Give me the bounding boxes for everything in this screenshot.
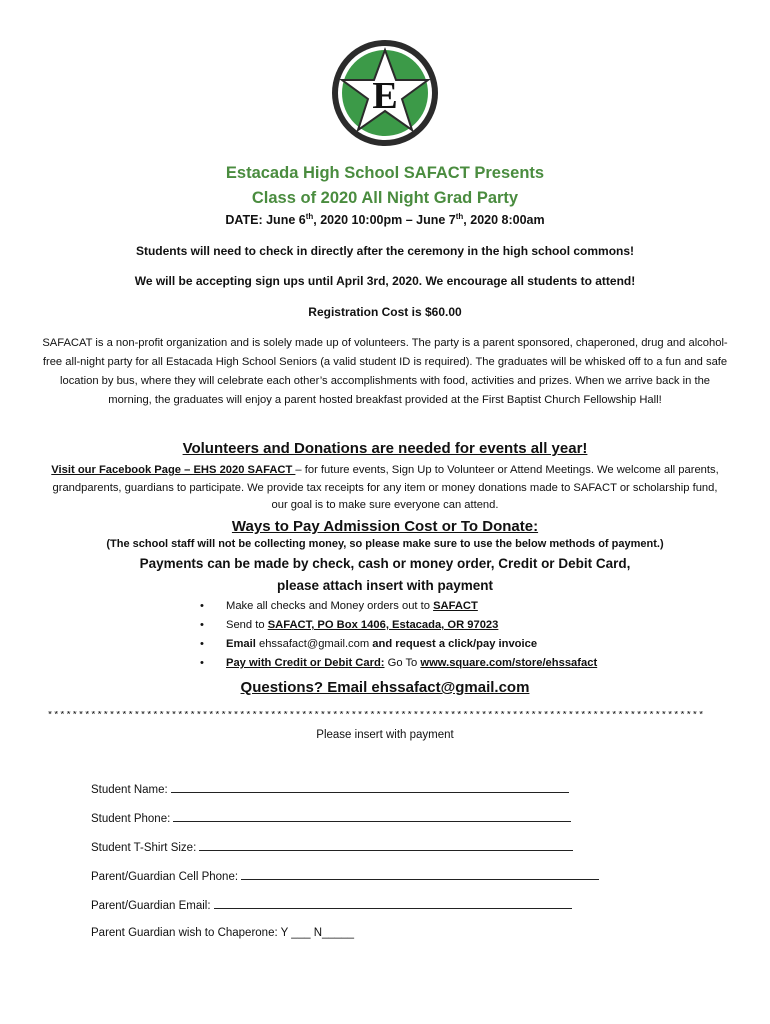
logo-letter: E bbox=[372, 75, 398, 117]
payment-methods-line-2: please attach insert with payment bbox=[276, 578, 494, 593]
staff-note: (The school staff will not be collecting money, so please make sure to use the below methods of payment.) bbox=[106, 538, 664, 550]
school-logo bbox=[330, 38, 440, 148]
square-store-link[interactable]: www.square.com/store/ehssafact bbox=[420, 657, 598, 669]
student-phone-field[interactable]: Student Phone: bbox=[91, 810, 571, 825]
event-date: DATE: June 6th, 2020 10:00pm – June 7th, 2020 8:00am bbox=[225, 212, 545, 228]
about-paragraph: SAFACAT is a non-profit organization and is solely made up of volunteers. The party is a parent sponsored, chaperoned, drug and alcohol-free all-night party for all Estacada High School Seniors (a valid student ID is required). The graduates will be whisked off to a fun and safe location by bus, where they will celebrate each other’s accomplishments with food, activities and prizes. When we arrive back in the morning, the graduates will enjoy a parent hosted breakfast provided at the First Baptist Church Fellowship Hall! bbox=[42, 337, 728, 406]
payment-methods-line-1: Payments can be made by check, cash or money order, Credit or Debit Card, bbox=[139, 556, 631, 571]
chaperone-field[interactable]: Parent Guardian wish to Chaperone: Y ___ N_____ bbox=[91, 927, 354, 939]
volunteers-paragraph: Visit our Facebook Page – EHS 2020 SAFACT – for future events, Sign Up to Volunteer or Attend Meetings. We welcome all parents, grandparents, guardians to participate. We provide tax receipts for any item or money donations made to SAFACT or scholarship fund, our goal is to make sure everyone can attend. bbox=[51, 464, 719, 511]
separator: ********************************************************************************************************** bbox=[47, 711, 705, 722]
bullet-email: • Email ehssafact@gmail.com and request a click/pay invoice bbox=[200, 638, 538, 650]
title-line-1: Estacada High School SAFACT Presents bbox=[225, 164, 545, 182]
tshirt-size-field[interactable]: Student T-Shirt Size: bbox=[91, 839, 573, 854]
registration-cost: Registration Cost is $60.00 bbox=[308, 305, 462, 319]
title-line-2: Class of 2020 All Night Grad Party bbox=[251, 189, 519, 207]
payment-heading: Ways to Pay Admission Cost or To Donate: bbox=[231, 518, 539, 535]
check-in-notice: Students will need to check in directly after the ceremony in the high school commons! bbox=[135, 244, 635, 258]
bullet-mail: • Send to SAFACT, PO Box 1406, Estacada, OR 97023 bbox=[200, 619, 499, 631]
bullet-card: • Pay with Credit or Debit Card: Go To www.square.com/store/ehssafact bbox=[200, 657, 598, 669]
volunteers-heading: Volunteers and Donations are needed for events all year! bbox=[182, 440, 588, 457]
insert-note: Please insert with payment bbox=[316, 729, 454, 741]
signup-notice: We will be accepting sign ups until April 3rd, 2020. We encourage all students to attend! bbox=[134, 274, 636, 288]
questions-line: Questions? Email ehssafact@gmail.com bbox=[240, 679, 530, 696]
student-name-field[interactable]: Student Name: bbox=[91, 781, 569, 796]
facebook-link[interactable]: Visit our Facebook Page – EHS 2020 SAFACT bbox=[51, 464, 296, 476]
guardian-phone-field[interactable]: Parent/Guardian Cell Phone: bbox=[91, 868, 599, 883]
guardian-email-field[interactable]: Parent/Guardian Email: bbox=[91, 897, 572, 912]
bullet-checks: • Make all checks and Money orders out to SAFACT bbox=[200, 600, 478, 612]
